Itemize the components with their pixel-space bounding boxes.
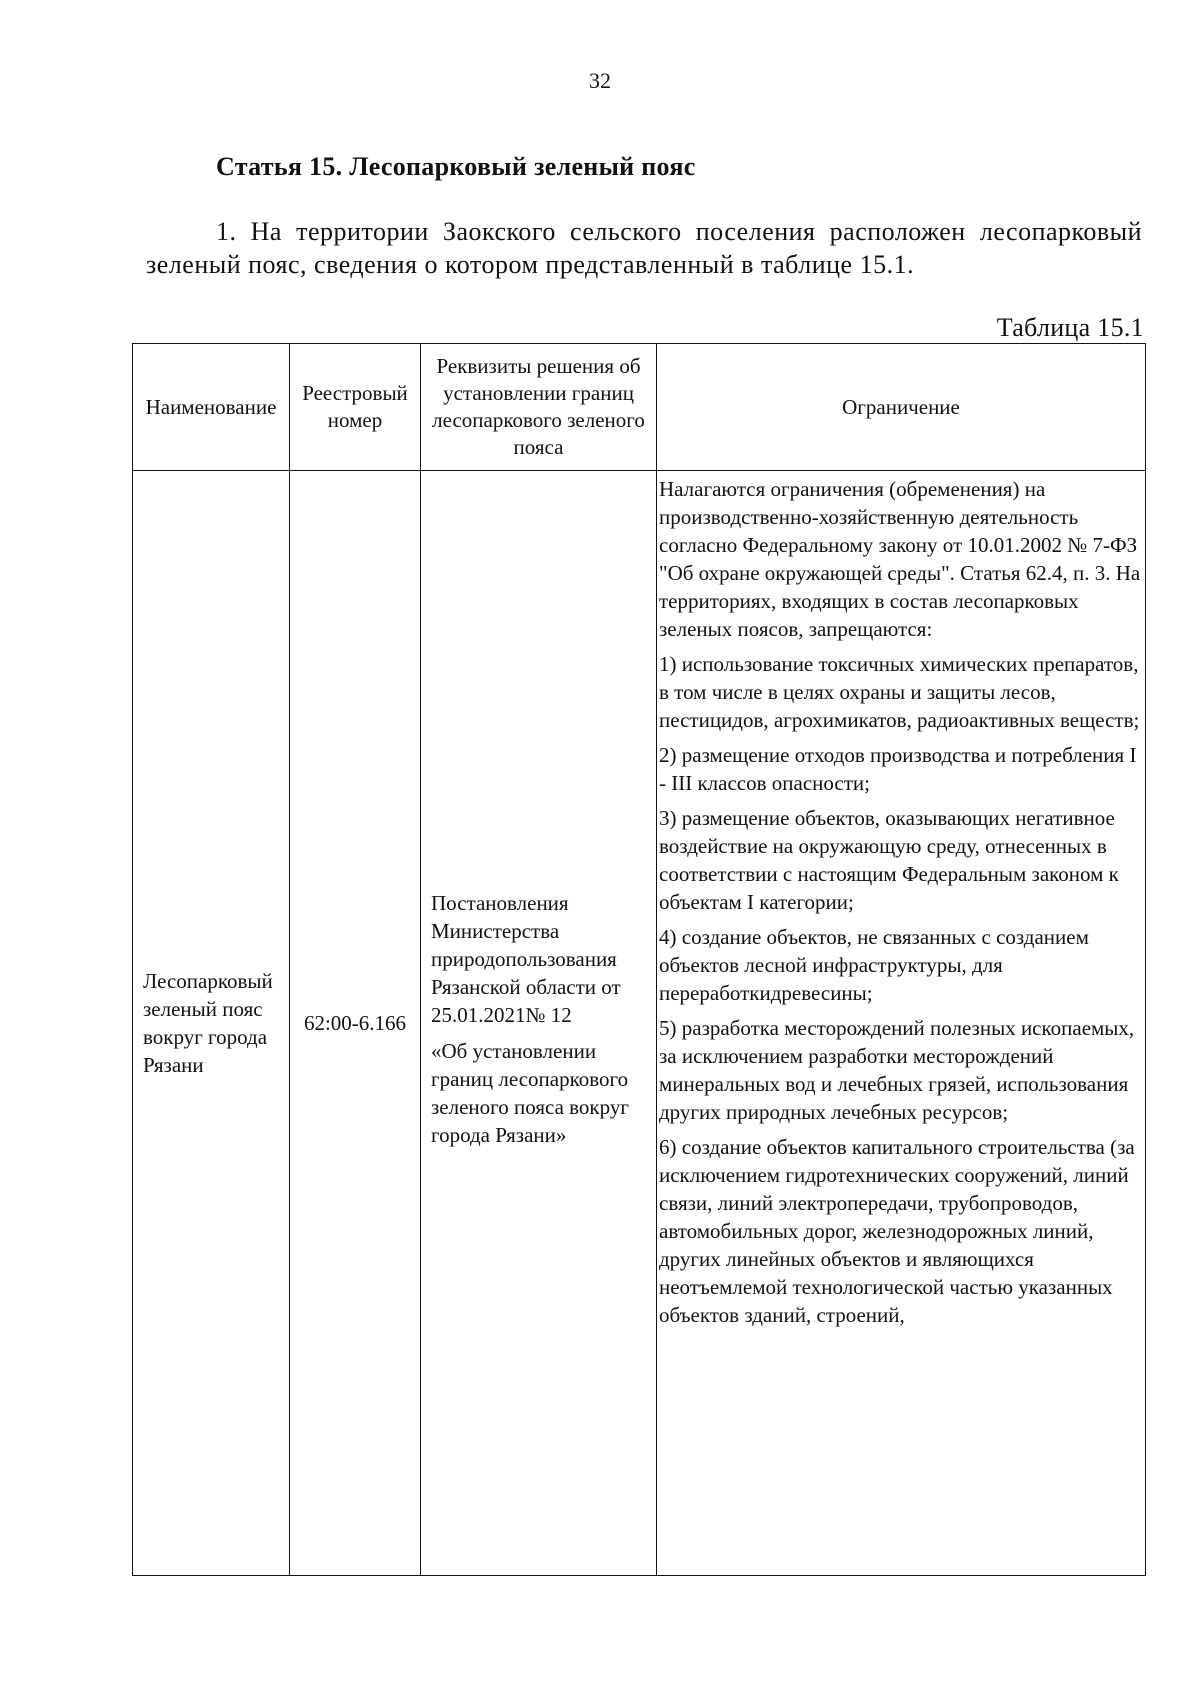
restriction-item: 4) создание объектов, не связанных с созданием объектов лесной инфраструктуры, для переработкидревесины; [659,925,1089,1005]
header-restriction: Ограничение [657,344,1146,471]
table-header-row [133,344,1146,471]
header-name: Наименование [133,344,290,471]
article-heading: Статья 15. Лесопарковый зеленый пояс [216,152,696,181]
restriction-intro: Налагаются ограничения (обременения) на производственно-хозяйственную деятельность согласно Федеральному закону от 10.01.2002 № 7-ФЗ "Об охране окружающей среды". Статья 62.4, п. 3. На территориях, входящих в состав лесопарковых зеленых поясов, запрещаются: [659,477,1141,641]
restriction-item: 6) создание объектов капитального строительства (за исключением гидротехнических сооружений, линий связи, линий электропередачи, трубопроводов, автомобильных дорог, железнодорожных линий, других линейных объектов и являющихся неотъемлемой технологической частью указанных объектов зданий, строений, [659,1135,1135,1327]
page-number: 32 [589,68,611,93]
restriction-item: 1) использование токсичных химических препаратов, в том числе в целях охраны и защиты лесов, пестицидов, агрохимикатов, радиоактивных веществ; [659,652,1140,732]
cell-name: Лесопарковый зеленый пояс вокруг города Рязани [133,471,290,1576]
header-registry-number: Реестровый номер [290,344,421,471]
cell-registry-number: 62:00-6.166 [290,471,421,1576]
decision-title: Постановления Министерства природопользования Рязанской области от 25.01.2021№ 12 [431,891,621,1027]
restriction-item: 3) размещение объектов, оказывающих негативное воздействие на окружающую среду, отнесенных в соответствии с настоящим Федеральным законом к объектам I категории; [659,806,1119,914]
restriction-item: 2) размещение отходов производства и потребления I - III классов опасности; [659,743,1137,795]
cell-restrictions [657,471,1146,1576]
restriction-item: 5) разработка месторождений полезных ископаемых, за исключением разработки месторождений минеральных вод и лечебных грязей, использования других природных лечебных ресурсов; [659,1016,1135,1124]
intro-paragraph: 1. На территории Заокского сельского поселения расположен лесопарковый зеленый пояс, сведения о котором представленный в таблице 15.1. [146,217,1142,279]
header-decision: Реквизиты решения об установлении границ лесопаркового зеленого пояса [421,344,657,471]
decision-subject: «Об установлении границ лесопаркового зеленого пояса вокруг города Рязани» [431,1039,629,1147]
cell-decision [421,471,657,1576]
green-belt-table [132,343,1146,1576]
table-row [133,471,1146,1576]
table-caption: Таблица 15.1 [996,313,1144,342]
